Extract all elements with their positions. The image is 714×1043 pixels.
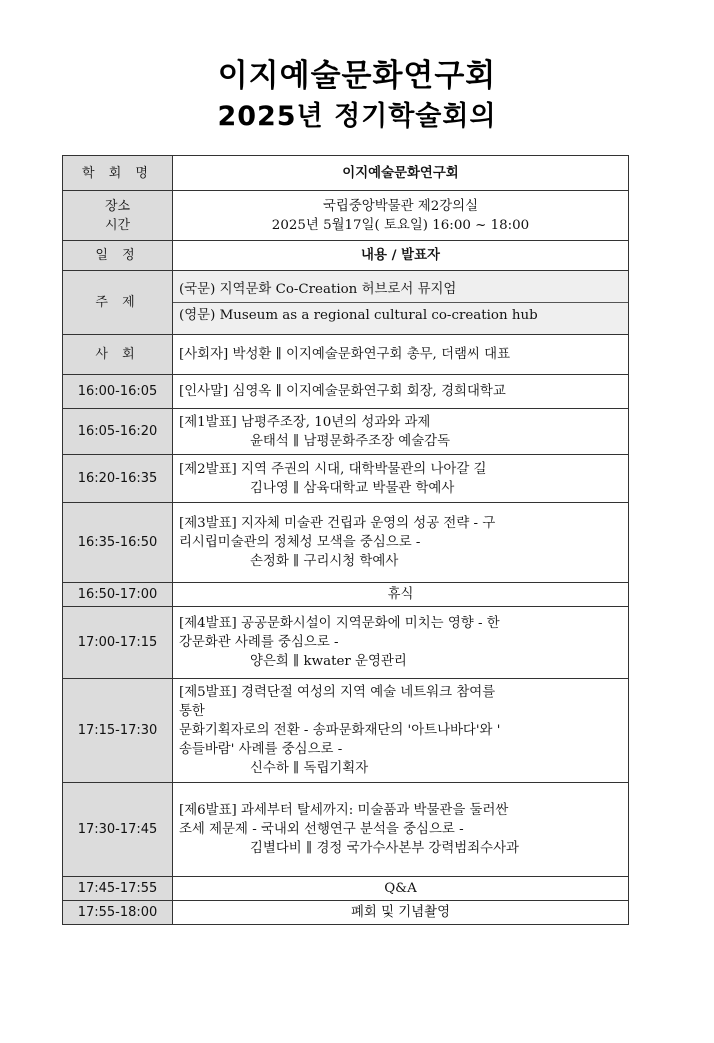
presenter-line: 김별다비 ∥ 경정 국가수사본부 강력범죄수사과 <box>250 841 519 856</box>
schedule-row <box>63 455 629 503</box>
society-value: 이지예술문화연구회 <box>173 156 629 191</box>
presenter-line: 신수하 ∥ 독립기획자 <box>250 761 369 776</box>
schedule-row <box>63 607 629 679</box>
schedule-row <box>63 783 629 877</box>
time-value: 2025년 5월17일( 토요일) 16:00 ~ 18:00 <box>271 217 530 233</box>
topic-row <box>63 271 629 335</box>
society-label: 학 회 명 <box>63 156 173 191</box>
schedule-time: 16:50-17:00 <box>63 583 173 607</box>
host-value: [사회자] 박성환 ∥ 이지예술문화연구회 총무, 더램씨 대표 <box>173 335 629 375</box>
schedule-row <box>63 375 629 409</box>
place-time-value <box>173 191 629 241</box>
schedule-body <box>63 375 629 925</box>
topic-korean: (국문) 지역문화 Co-Creation 허브로서 뮤지엄 <box>179 282 457 297</box>
society-row <box>63 156 629 191</box>
content-line: 문화기획자로의 전환 - 송파문화재단의 '아트나바다'와 ' <box>179 723 501 738</box>
schedule-time: 17:15-17:30 <box>63 679 173 783</box>
schedule-header-row <box>63 241 629 271</box>
host-row <box>63 335 629 375</box>
content-line: [제4발표] 공공문화시설이 지역문화에 미치는 영향 - 한 <box>179 616 500 631</box>
schedule-time: 17:00-17:15 <box>63 607 173 679</box>
page-title: 이지예술문화연구회 <box>217 58 497 94</box>
schedule-content <box>173 409 629 455</box>
schedule-label: 일 정 <box>63 241 173 271</box>
content-line: [제5발표] 경력단절 여성의 지역 예술 네트워크 참여를 <box>179 685 496 700</box>
schedule-row <box>63 409 629 455</box>
schedule-row <box>63 901 629 925</box>
content-line: 리시립미술관의 정체성 모색을 중심으로 - <box>179 535 421 550</box>
schedule-content <box>173 679 629 783</box>
presenter-line: 윤태석 ∥ 남평문화주조장 예술감독 <box>250 433 451 449</box>
program-table <box>62 155 629 925</box>
presenter-line: 양은희 ∥ kwater 운영관리 <box>250 654 407 669</box>
content-line: [제3발표] 지자체 미술관 건립과 운영의 성공 전략 - 구 <box>179 516 496 531</box>
schedule-time: 17:30-17:45 <box>63 783 173 877</box>
schedule-time: 16:20-16:35 <box>63 455 173 503</box>
schedule-row <box>63 877 629 901</box>
schedule-content <box>173 375 629 409</box>
presenter-line: 손정화 ∥ 구리시청 학예사 <box>250 554 399 569</box>
content-line: [인사말] 심영옥 ∥ 이지예술문화연구회 회장, 경희대학교 <box>179 384 506 399</box>
schedule-row <box>63 679 629 783</box>
schedule-item: Q&A <box>173 877 629 901</box>
schedule-content <box>173 455 629 503</box>
schedule-value: 내용 / 발표자 <box>173 241 629 271</box>
schedule-item: 휴식 <box>173 583 629 607</box>
place-value: 국립중앙박물관 제2강의실 <box>322 198 479 214</box>
schedule-row <box>63 583 629 607</box>
place-time-row <box>63 191 629 241</box>
schedule-time: 16:00-16:05 <box>63 375 173 409</box>
content-line: 강문화관 사례를 중심으로 - <box>179 635 339 650</box>
host-label: 사 회 <box>63 335 173 375</box>
page-subtitle: 2025년 정기학술회의 <box>217 101 497 132</box>
schedule-time: 16:35-16:50 <box>63 503 173 583</box>
place-time-label <box>63 191 173 241</box>
topic-cell <box>173 271 629 335</box>
topic-english: (영문) Museum as a regional cultural co-creation hub <box>173 302 628 328</box>
content-line: [제6발표] 과세부터 탈세까지: 미술품과 박물관을 둘러싼 <box>179 803 509 818</box>
schedule-content <box>173 607 629 679</box>
topic-label: 주 제 <box>63 271 173 335</box>
schedule-content <box>173 503 629 583</box>
time-label: 시간 <box>104 217 131 233</box>
schedule-time: 17:55-18:00 <box>63 901 173 925</box>
place-label: 장소 <box>104 198 131 214</box>
schedule-time: 16:05-16:20 <box>63 409 173 455</box>
content-line: 조세 제문제 - 국내외 선행연구 분석을 중심으로 - <box>179 822 464 837</box>
presenter-line: 김나영 ∥ 삼육대학교 박물관 학예사 <box>250 480 455 496</box>
content-line: [제1발표] 남평주조장, 10년의 성과와 과제 <box>179 414 431 430</box>
schedule-content <box>173 783 629 877</box>
content-line: 송들바람' 사례를 중심으로 - <box>179 742 343 757</box>
content-line: [제2발표] 지역 주권의 시대, 대학박물관의 나아갈 길 <box>179 461 487 477</box>
schedule-item: 폐회 및 기념촬영 <box>173 901 629 925</box>
schedule-time: 17:45-17:55 <box>63 877 173 901</box>
content-line: 통한 <box>179 704 205 719</box>
schedule-row <box>63 503 629 583</box>
